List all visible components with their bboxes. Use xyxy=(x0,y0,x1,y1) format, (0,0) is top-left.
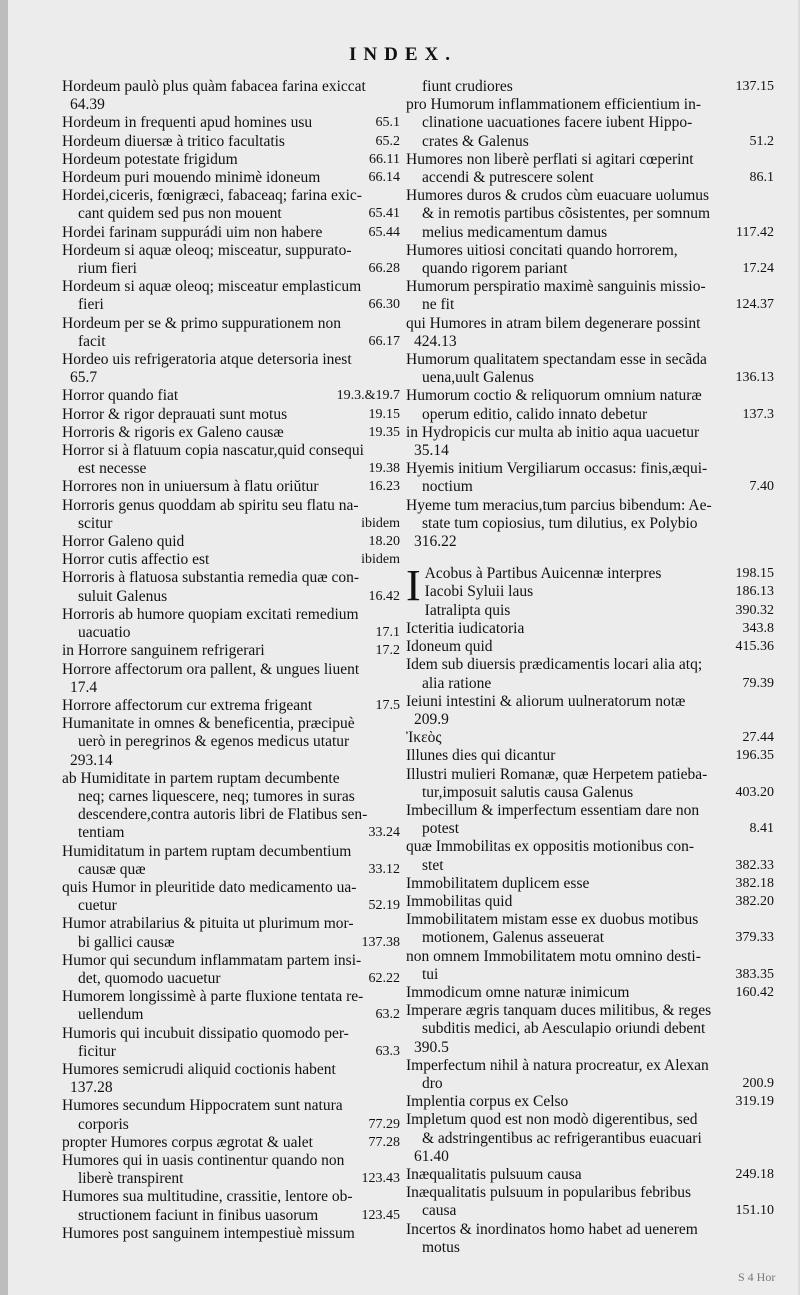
index-entry xyxy=(62,224,400,242)
entry-text-line: Ieiuni intestini & aliorum uulneratorum notæ xyxy=(406,692,686,710)
entry-text-line: Illustri mulieri Romanæ, quæ Herpetem patieba- xyxy=(406,765,708,783)
entry-text-line: in Horrore sanguinem refrigerari xyxy=(62,642,265,660)
entry-text-line: Iatralipta quis xyxy=(424,601,511,619)
entry-text-line: Idem sub diuersis prædicamentis locari alia atq; xyxy=(406,656,703,674)
index-entry xyxy=(62,843,400,879)
entry-text-line: scitur xyxy=(78,514,113,532)
entry-page-number: 17.5 xyxy=(375,697,400,713)
entry-page-number: 63.2 xyxy=(375,1007,400,1023)
entry-text-line: propter Humores corpus ægrotat & ualet xyxy=(62,1133,313,1151)
entry-text-line: ab Humiditate in partem ruptam decumbente xyxy=(62,769,340,787)
index-entry xyxy=(406,729,774,747)
entry-page-number: 124.37 xyxy=(735,297,774,313)
entry-page-ref: 424.13 xyxy=(414,332,457,350)
entry-page-number: 8.41 xyxy=(749,821,774,837)
entry-page-number: 382.18 xyxy=(735,875,774,891)
index-entry xyxy=(62,1025,400,1061)
entry-text-line: facit xyxy=(78,332,106,350)
index-entry xyxy=(406,278,774,314)
entry-text-line: crates & Galenus xyxy=(422,132,529,150)
entry-text-line: Humores uitiosi concitati quando horrorem, xyxy=(406,241,678,259)
entry-page-number: ibidem xyxy=(361,515,400,531)
index-entry xyxy=(406,583,774,601)
index-entry xyxy=(62,697,400,715)
entry-text-line: Immobilitas quid xyxy=(406,892,513,910)
index-entry xyxy=(62,478,400,496)
entry-text-line: uerò in peregrinos & egenos medicus utatur xyxy=(78,733,350,751)
entry-text-line: Hordeum paulò plus quàm fabacea farina exiccat xyxy=(62,78,366,95)
index-entry xyxy=(406,1111,774,1166)
entry-text-line: corporis xyxy=(78,1115,129,1133)
index-entry xyxy=(406,602,774,620)
index-entry xyxy=(406,893,774,911)
entry-text-line: tur,imposuit salutis causa Galenus xyxy=(422,783,634,801)
entry-page-ref: 293.14 xyxy=(70,751,113,769)
index-column-right xyxy=(406,78,774,1257)
entry-page-number: 382.20 xyxy=(735,893,774,909)
entry-text-line: ne fit xyxy=(422,296,455,314)
index-entry xyxy=(406,151,774,187)
entry-page-number: 66.17 xyxy=(368,333,400,349)
entry-text-line: Humorem longissimè à parte fluxione tentata re- xyxy=(62,988,364,1006)
index-entry xyxy=(62,78,400,114)
index-entry xyxy=(62,606,400,642)
entry-text-line: non omnem Immobilitatem motu omnino desti- xyxy=(406,947,701,965)
entry-text-line: liberè transpirent xyxy=(78,1170,184,1188)
entry-page-number: 160.42 xyxy=(735,984,774,1000)
entry-page-number: 79.39 xyxy=(742,675,774,691)
index-entry xyxy=(62,642,400,660)
entry-text-line: Horrores non in uniuersum à flatu oriŭtur xyxy=(62,478,319,496)
entry-text-line: causa xyxy=(422,1202,457,1220)
entry-page-number: 151.10 xyxy=(735,1203,774,1219)
entry-text-line: Horror Galeno quid xyxy=(62,533,185,551)
index-entry xyxy=(62,351,400,387)
entry-text-line: Humorum coctio & reliquorum omnium naturæ xyxy=(406,387,702,405)
entry-text-line: Immodicum omne naturæ inimicum xyxy=(406,983,630,1001)
index-entry xyxy=(62,915,400,951)
entry-text-line: Incertos & inordinatos homo habet ad uenerem xyxy=(406,1220,698,1238)
entry-page-ref: 17.4 xyxy=(70,678,98,696)
entry-text-line: Horror cutis affectio est xyxy=(62,551,210,569)
entry-page-number: 123.43 xyxy=(361,1171,400,1187)
entry-text-line: melius medicamentum damus xyxy=(422,223,608,241)
index-entry xyxy=(62,661,400,697)
entry-page-number: 66.14 xyxy=(368,170,400,186)
index-entry xyxy=(62,1188,400,1224)
entry-text-line: fieri xyxy=(78,296,104,314)
entry-text-line: Humor qui secundum inflammatam partem insi- xyxy=(62,951,362,969)
entry-text-line: & adstringentibus ac refrigerantibus euacuari xyxy=(422,1129,702,1147)
entry-page-number: 137.15 xyxy=(735,79,774,94)
index-column-left xyxy=(62,78,400,1243)
index-entry xyxy=(62,315,400,351)
entry-text-line: Humores secundum Hippocratem sunt natura xyxy=(62,1097,343,1115)
entry-text-line: Hordeum si aquæ oleoq; misceatur, suppurato- xyxy=(62,241,352,259)
index-entry xyxy=(406,802,774,838)
entry-text-line: Hordeo uis refrigeratoria atque detersoria inest xyxy=(62,351,352,369)
entry-text-line: motionem, Galenus asseuerat xyxy=(422,929,605,947)
entry-page-number: 65.2 xyxy=(375,133,400,149)
entry-page-ref: 35.14 xyxy=(414,442,449,460)
index-entry xyxy=(406,638,774,656)
entry-text-line: Hyeme tum meracius,tum parcius bibendum: Ae- xyxy=(406,496,712,514)
index-entry xyxy=(62,114,400,132)
index-entry xyxy=(62,133,400,151)
entry-text-line: suluit Galenus xyxy=(78,587,168,605)
entry-page-number: 65.41 xyxy=(368,206,400,222)
entry-text-line: Horror si à flatuum copia nascatur,quid consequi xyxy=(62,442,364,460)
index-entry xyxy=(62,1152,400,1188)
entry-text-line: Inæqualitatis pulsuum in popularibus febribus xyxy=(406,1184,692,1202)
index-entry xyxy=(62,879,400,915)
entry-page-number: 196.35 xyxy=(735,748,774,764)
index-entry xyxy=(62,187,400,223)
entry-text-line: accendi & putrescere solent xyxy=(422,169,594,187)
entry-text-line: Humores duros & crudos cùm euacuare uolumus xyxy=(406,187,710,205)
index-entry xyxy=(62,952,400,988)
entry-page-number: 17.24 xyxy=(742,261,774,277)
index-entry xyxy=(406,497,774,552)
index-entry xyxy=(406,96,774,151)
entry-page-number: 19.35 xyxy=(368,424,400,440)
entry-text-line: pro Humorum inflammationem efficientium in- xyxy=(406,96,702,114)
entry-text-line: uena,uult Galenus xyxy=(422,369,534,387)
entry-text-line: Horroris genus quoddam ab spiritu seu flatu na- xyxy=(62,496,359,514)
entry-text-line: Inæqualitatis pulsuum causa xyxy=(406,1165,582,1183)
entry-text-line: potest xyxy=(422,820,460,838)
index-entry xyxy=(62,169,400,187)
index-entry xyxy=(406,984,774,1002)
index-entry xyxy=(406,875,774,893)
entry-text-line: quis Humor in pleuritide dato medicamento ua- xyxy=(62,878,357,896)
entry-text-line: ficitur xyxy=(78,1042,116,1060)
entry-text-line: uellendum xyxy=(78,1006,144,1024)
entry-page-ref: 64.39 xyxy=(70,96,105,114)
index-entry xyxy=(406,620,774,638)
entry-page-number: 136.13 xyxy=(735,370,774,386)
entry-page-number: 65.1 xyxy=(375,115,400,131)
entry-page-number: 19.3.&19.7 xyxy=(336,388,400,404)
entry-text-line: rium fieri xyxy=(78,260,137,278)
entry-page-number: 63.3 xyxy=(375,1043,400,1059)
entry-page-number: 27.44 xyxy=(742,730,774,746)
entry-page-number: 383.35 xyxy=(735,966,774,982)
entry-text-line: Horroris & rigoris ex Galeno causæ xyxy=(62,423,284,441)
entry-text-line: tui xyxy=(422,965,439,983)
index-entry xyxy=(62,242,400,278)
entry-page-number: 17.2 xyxy=(375,643,400,659)
index-entry xyxy=(62,1134,400,1152)
entry-page-number: 86.1 xyxy=(749,170,774,186)
index-entry xyxy=(406,1166,774,1184)
entry-page-number: 66.30 xyxy=(368,297,400,313)
entry-text-line: alia ratione xyxy=(422,674,492,692)
index-entry xyxy=(406,242,774,278)
book-page xyxy=(8,0,798,1295)
entry-text-line: Imperfectum nihil à natura procreatur, ex Alexan xyxy=(406,1056,709,1074)
drop-initial: I xyxy=(406,561,421,611)
entry-text-line: est necesse xyxy=(78,460,147,478)
entry-page-number: 403.20 xyxy=(735,784,774,800)
entry-page-number: 17.1 xyxy=(375,625,400,641)
entry-text-line: fiunt crudiores xyxy=(422,78,513,95)
entry-page-number: 66.28 xyxy=(368,261,400,277)
entry-text-line: Hordeum in frequenti apud homines usu xyxy=(62,114,313,132)
entry-text-line: Hordeum diuersæ à tritico facultatis xyxy=(62,132,285,150)
signature-mark: S 4 Hor xyxy=(738,1270,776,1284)
entry-page-number: 382.33 xyxy=(735,857,774,873)
entry-page-ref: 137.28 xyxy=(70,1079,113,1097)
entry-text-line: Hordei,ciceris, fœnigræci, fabaceaq; farina exic- xyxy=(62,187,362,205)
entry-text-line: Hyemis initium Vergiliarum occasus: finis,æqui- xyxy=(406,460,708,478)
entry-page-number: 137.38 xyxy=(361,934,400,950)
entry-text-line: Imperare ægris tanquam duces militibus, & reges xyxy=(406,1002,712,1020)
entry-text-line: motus xyxy=(422,1238,460,1256)
entry-text-line: Immobilitatem mistam esse ex duobus motibus xyxy=(406,911,699,929)
entry-text-line: operum editio, calido innato debetur xyxy=(422,405,648,423)
entry-text-line: bi gallici causæ xyxy=(78,933,175,951)
entry-page-ref: 209.9 xyxy=(414,710,449,728)
entry-text-line: Horroris ab humore quopiam excitati remedium xyxy=(62,605,359,623)
entry-text-line: causæ quæ xyxy=(78,860,146,878)
entry-page-number: 33.24 xyxy=(368,825,400,841)
entry-page-number: 65.44 xyxy=(368,224,400,240)
entry-text-line: qui Humores in atram bilem degenerare possint xyxy=(406,314,701,332)
index-entry xyxy=(406,315,774,351)
entry-page-ref: 65.7 xyxy=(70,369,98,387)
entry-page-number: 16.42 xyxy=(368,588,400,604)
index-entry xyxy=(62,715,400,770)
index-entry xyxy=(62,569,400,605)
index-entry xyxy=(62,988,400,1024)
entry-text-line: quæ Immobilitas ex oppositis motionibus con- xyxy=(406,838,695,856)
entry-text-line: Imbecillum & imperfectum essentiam dare non xyxy=(406,801,700,819)
entry-text-line: structionem faciunt in finibus uasorum xyxy=(78,1206,319,1224)
entry-text-line: Humores non liberè perflati si agitari cœperint xyxy=(406,150,694,168)
entry-text-line: Hordeum puri mouendo minimè idoneum xyxy=(62,169,321,187)
index-entry xyxy=(406,460,774,496)
entry-text-line: Hordeum per se & primo suppurationem non xyxy=(62,314,341,332)
entry-page-number: 51.2 xyxy=(749,133,774,149)
index-entry xyxy=(406,1093,774,1111)
entry-page-number: ibidem xyxy=(361,552,400,568)
index-entry xyxy=(406,424,774,460)
entry-page-ref: 316.22 xyxy=(414,533,457,551)
entry-text-line: Humorum qualitatem spectandam esse in secãda xyxy=(406,351,707,369)
entry-text-line: Humores semicrudi aliquid coctionis habent xyxy=(62,1060,336,1078)
entry-page-number: 19.38 xyxy=(368,461,400,477)
entry-text-line: Humoris qui incubuit dissipatio quomodo per- xyxy=(62,1024,349,1042)
entry-page-ref: 61.40 xyxy=(414,1147,449,1165)
entry-text-line: Illunes dies qui dicantur xyxy=(406,747,556,765)
index-entry xyxy=(62,278,400,314)
entry-text-line: Humiditatum in partem ruptam decumbentium xyxy=(62,842,352,860)
index-entry xyxy=(406,1221,774,1257)
section-gap xyxy=(406,551,774,565)
entry-text-line: cant quidem sed pus non mouent xyxy=(78,205,282,223)
index-entry xyxy=(406,187,774,242)
entry-page-number: 33.12 xyxy=(368,861,400,877)
entry-page-number: 62.22 xyxy=(368,970,400,986)
index-entry xyxy=(406,948,774,984)
entry-page-number: 117.42 xyxy=(736,224,774,240)
entry-text-line: subditis medici, ab Aesculapio oriundi debent xyxy=(422,1020,706,1038)
entry-text-line: Implentia corpus ex Celso xyxy=(406,1093,569,1111)
entry-page-number: 249.18 xyxy=(735,1166,774,1182)
page-header: INDEX. xyxy=(349,44,457,65)
index-entry xyxy=(62,1061,400,1097)
entry-text-line: Impletum quod est non modò digerentibus, sed xyxy=(406,1111,698,1129)
entry-text-line: Iacobi Syluii laus xyxy=(424,583,534,601)
entry-text-line: cuetur xyxy=(78,897,117,915)
entry-text-line: in Hydropicis cur multa ab initio aqua uacuetur xyxy=(406,423,700,441)
index-entry xyxy=(406,693,774,729)
entry-text-line: Humor atrabilarius & pituita ut plurimum mor- xyxy=(62,915,354,933)
index-entry xyxy=(406,747,774,765)
entry-page-number: 19.15 xyxy=(368,406,400,422)
index-entry xyxy=(62,497,400,533)
entry-text-line: noctium xyxy=(422,478,473,496)
entry-text-line: Horroris à flatuosa substantia remedia quæ con- xyxy=(62,569,359,587)
entry-page-number: 77.28 xyxy=(368,1134,400,1150)
index-entry xyxy=(62,551,400,569)
index-entry xyxy=(406,78,774,96)
index-entry xyxy=(62,1225,400,1243)
entry-text-line: det, quomodo uacuetur xyxy=(78,969,221,987)
entry-text-line: Horror quando fiat xyxy=(62,387,179,405)
entry-text-line: & in remotis partibus cõsistentes, per somnum xyxy=(422,205,711,223)
entry-page-number: 415.36 xyxy=(735,639,774,655)
entry-text-line: tentiam xyxy=(78,824,125,842)
entry-text-line: Horrore affectorum cur extrema frigeant xyxy=(62,696,313,714)
entry-text-line: Humanitate in omnes & beneficentia, præcipuè xyxy=(62,715,355,733)
entry-text-line: Ἰκεὸς xyxy=(406,729,442,747)
entry-page-number: 137.3 xyxy=(742,406,774,422)
index-entry xyxy=(62,770,400,843)
entry-text-line: Humores post sanguinem intempestiuè missum xyxy=(62,1224,355,1242)
entry-page-number: 52.19 xyxy=(368,898,400,914)
entry-page-number: 18.20 xyxy=(368,534,400,550)
index-entry xyxy=(406,911,774,947)
entry-text-line: dro xyxy=(422,1074,443,1092)
entry-text-line: Horror & rigor deprauati sunt motus xyxy=(62,405,288,423)
entry-text-line: Humorum perspiratio maximè sanguinis missio- xyxy=(406,278,706,296)
entry-text-line: state tum copiosius, tum dilutius, ex Polybio xyxy=(422,514,698,532)
entry-text-line: Hordeum potestate frigidum xyxy=(62,150,238,168)
index-entry xyxy=(406,1057,774,1093)
entry-text-line: neq; carnes liquescere, neq; tumores in suras xyxy=(78,787,355,805)
entry-text-line: Humores qui in uasis continentur quando non xyxy=(62,1151,345,1169)
entry-text-line: Hordeum si aquæ oleoq; misceatur emplasticum xyxy=(62,278,362,296)
index-entry xyxy=(62,151,400,169)
entry-text-line: clinatione uacuationes facere iubent Hippo- xyxy=(422,114,693,132)
index-entry xyxy=(62,387,400,405)
index-entry xyxy=(406,351,774,387)
page-edge-shadow xyxy=(0,0,8,1295)
entry-text-line: Humores sua multitudine, crassitie, lentore ob- xyxy=(62,1188,353,1206)
entry-text-line: quando rigorem pariant xyxy=(422,260,568,278)
index-entry xyxy=(62,533,400,551)
entry-page-number: 198.15 xyxy=(735,566,774,582)
entry-text-line: uacuatio xyxy=(78,624,131,642)
entry-page-number: 16.23 xyxy=(368,479,400,495)
entry-text-line: stet xyxy=(422,856,444,874)
entry-page-number: 343.8 xyxy=(742,620,774,636)
entry-text-line: Horrore affectorum ora pallent, & ungues liuent xyxy=(62,660,360,678)
entry-page-number: 390.32 xyxy=(735,602,774,618)
index-entry xyxy=(406,387,774,423)
entry-page-ref: 390.5 xyxy=(414,1038,449,1056)
index-entry xyxy=(406,838,774,874)
index-entry xyxy=(62,442,400,478)
index-entry xyxy=(62,406,400,424)
index-entry xyxy=(62,424,400,442)
entry-page-number: 123.45 xyxy=(361,1207,400,1223)
entry-text-line: Idoneum quid xyxy=(406,638,493,656)
entry-page-number: 200.9 xyxy=(742,1075,774,1091)
index-entry xyxy=(62,1097,400,1133)
index-entry xyxy=(406,1184,774,1220)
entry-text-line: Icteritia iudicatoria xyxy=(406,619,525,637)
index-entry xyxy=(406,656,774,692)
entry-page-number: 77.29 xyxy=(368,1116,400,1132)
entry-text-line: Hordei farinam suppurádi uim non habere xyxy=(62,223,323,241)
entry-text-line: descendere,contra autoris libri de Flatibus sen- xyxy=(78,806,368,824)
entry-page-number: 319.19 xyxy=(735,1094,774,1110)
entry-text-line: Acobus à Partibus Auicennæ interpres xyxy=(424,565,662,583)
entry-page-number: 186.13 xyxy=(735,584,774,600)
entry-page-number: 379.33 xyxy=(735,930,774,946)
index-entry xyxy=(406,766,774,802)
entry-page-number: 66.11 xyxy=(369,151,400,167)
entry-text-line: Immobilitatem duplicem esse xyxy=(406,874,590,892)
entry-page-number: 7.40 xyxy=(749,479,774,495)
index-entry xyxy=(406,1002,774,1057)
